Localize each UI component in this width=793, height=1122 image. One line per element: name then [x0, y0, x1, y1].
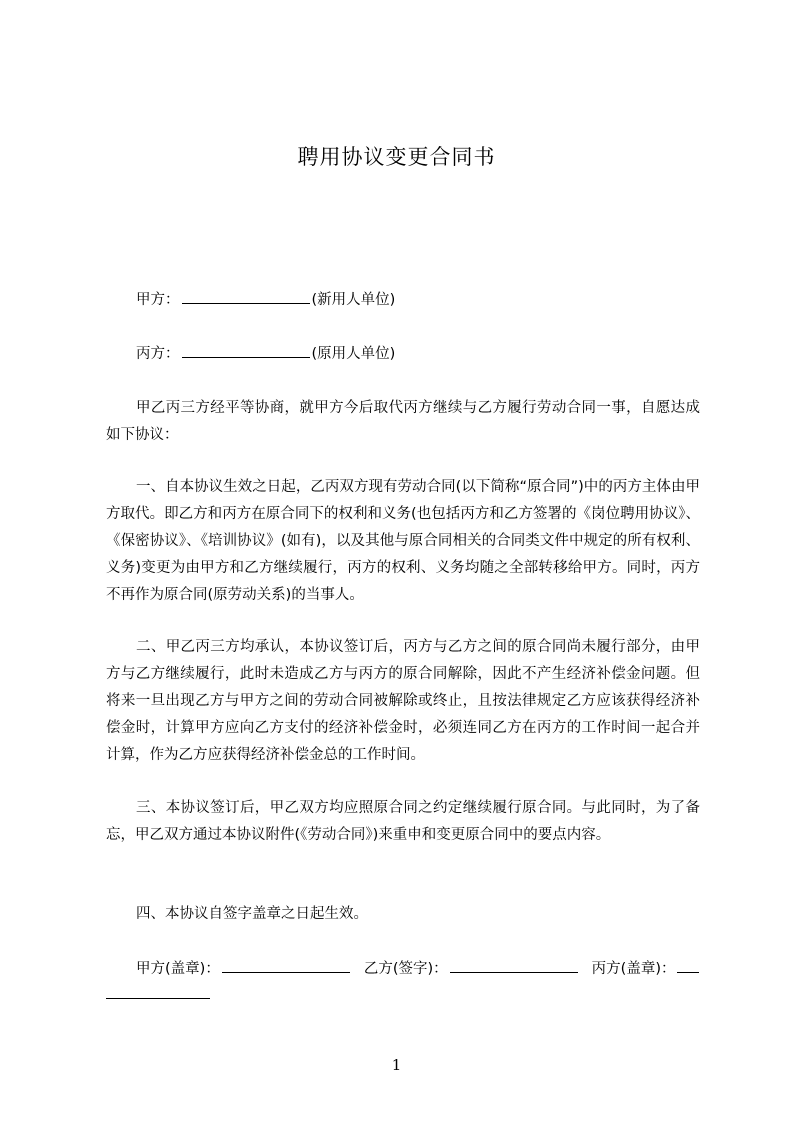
signature-row	[106, 956, 706, 983]
document-title: 聘用协议变更合同书	[297, 145, 496, 169]
clause-4: 四、本协议自签字盖章之日起生效。	[136, 906, 368, 922]
party-c-blank	[182, 343, 310, 358]
party-a-label: 甲方：	[136, 292, 180, 308]
party-c-label: 丙方：	[136, 346, 180, 362]
party-a-blank	[182, 289, 310, 304]
signature-party-a-label: 甲方(盖章)：	[136, 961, 220, 977]
clause-2: 二、甲乙丙三方均承认，本协议签订后，丙方与乙方之间的原合同尚未履行部分，由甲方与乙方继续履行，此时未造成乙方与丙方的原合同解除，因此不产生经济补偿金问题。但将来一旦出现乙方与甲方之间的劳动合同被解除或终止，且按法律规定乙方应该获得经济补偿金时，计算甲方应向乙方支付的经济补偿金时，必须连同乙方在丙方的工作时间一起合并计算，作为乙方应获得经济补偿金总的工作时间。	[106, 639, 700, 763]
party-c-note: (原用人单位)	[311, 346, 396, 362]
signature-party-a-blank	[222, 958, 350, 973]
clause-1: 一、自本协议生效之日起，乙丙双方现有劳动合同(以下简称“原合同”)中的丙方主体由甲方取代。即乙方和丙方在原合同下的权利和义务(也包括丙方和乙方签署的《岗位聘用协议》、《保密协议》、《培训协议》(如有)，以及其他与原合同相关的合同类文件中规定的所有权利、义务)变更为由甲方和乙方继续履行，丙方的权利、义务均随之全部转移给甲方。同时，丙方不再作为原合同(原劳动关系)的当事人。	[106, 479, 700, 603]
party-c-line	[106, 341, 732, 368]
signature-party-c-blank	[677, 958, 699, 973]
intro-paragraph: 甲乙丙三方经平等协商，就甲方今后取代丙方继续与乙方履行劳动合同一事，自愿达成如下协议：	[106, 400, 700, 443]
signature-party-c-label: 丙方(盖章)：	[591, 961, 676, 977]
signature-party-b-label: 乙方(签字)：	[363, 961, 448, 977]
signature-party-c-blank-continued	[106, 986, 210, 999]
clause-3: 三、本协议签订后，甲乙双方均应照原合同之约定继续履行原合同。与此同时，为了备忘，甲乙双方通过本协议附件(《劳动合同》)来重申和变更原合同中的要点内容。	[106, 800, 700, 843]
signature-party-b-blank	[450, 958, 578, 973]
party-a-note: (新用人单位)	[311, 292, 396, 308]
page-number: 1	[391, 1056, 402, 1074]
party-a-line	[106, 287, 732, 314]
